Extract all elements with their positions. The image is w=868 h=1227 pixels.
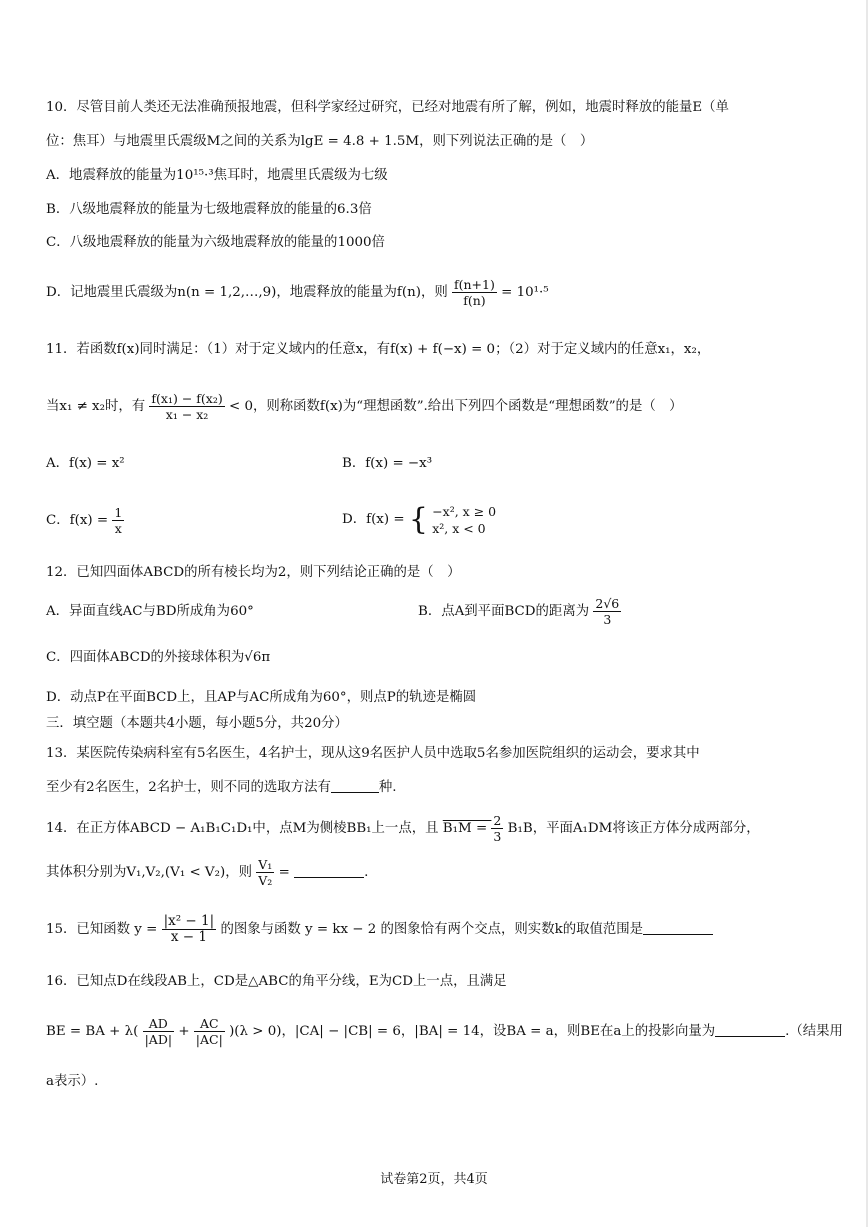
q13-line2 xyxy=(46,778,832,798)
q16-ad-numerator: AD xyxy=(143,1016,174,1032)
q16-line2-pre: BE = BA + λ( xyxy=(46,1024,139,1039)
q12-option-b-denominator: 3 xyxy=(603,612,612,627)
q11-option-d-case2: x², x < 0 xyxy=(432,520,486,536)
q12-option-a: A．异面直线AC与BD所成角为60° xyxy=(46,604,254,619)
q10-line1: 10．尽管目前人类还无法准确预报地震，但科学家经过研究，已经对地震有所了解，例如，地震时释放的能量E（单 xyxy=(46,100,729,115)
q11-option-b: B．f(x) = −x³ xyxy=(342,456,433,471)
q15-post: 的图象与函数 y = kx − 2 的图象恰有两个交点，则实数k的取值范围是 xyxy=(220,922,644,937)
q11-condition-denominator: x₁ − x₂ xyxy=(165,407,209,422)
q11-option-c-fraction xyxy=(112,505,124,536)
q14-line1 xyxy=(46,812,832,846)
q12-option-d: D．动点P在平面BCD上，且AP与AC所成角为60°，则点P的轨迹是椭圆 xyxy=(46,690,477,705)
q14-volume-numerator: V₁ xyxy=(258,857,273,872)
q10-option-d-fraction xyxy=(452,277,497,308)
q16-ac-denominator: |AC| xyxy=(195,1032,223,1047)
q15-line xyxy=(46,910,832,950)
q11-line1: 11．若函数f(x)同时满足：（1）对于定义域内的任意x，有f(x) + f(−x) = 0；（2）对于定义域内的任意x₁，x₂， xyxy=(46,342,711,357)
q14-line1-post: B₁B，平面A₁DM将该正方体分成两部分， xyxy=(507,821,760,836)
q13-line1: 13．某医院传染病科室有5名医生，4名护士，现从这9名医护人员中选取5名参加医院组织的运动会，要求其中 xyxy=(46,746,700,761)
q14-line1-pre: 14．在正方体ABCD − A₁B₁C₁D₁中，点M为侧棱BB₁上一点，且 xyxy=(46,821,439,836)
q16-ad-denominator: |AD| xyxy=(144,1032,173,1047)
q10-option-d-text: D．记地震里氏震级为n(n = 1,2,…,9)，地震释放的能量为f(n)，则 xyxy=(46,285,448,300)
q16-unit-vector-ac xyxy=(194,1016,225,1047)
q11-option-a: A．f(x) = x² xyxy=(46,456,125,471)
q13-line2-post: 种. xyxy=(378,780,397,795)
q14-line2-end: . xyxy=(364,865,369,880)
q11-option-c-pre: C．f(x) = xyxy=(46,513,109,528)
q12-line1: 12．已知四面体ABCD的所有棱长均为2，则下列结论正确的是（ ） xyxy=(46,565,461,580)
q11-option-d-case1: −x², x ≥ 0 xyxy=(432,503,497,519)
q11-option-c-numerator: 1 xyxy=(114,505,123,520)
q12-option-b-fraction xyxy=(593,596,621,627)
q12-option-b-numerator: 2√6 xyxy=(595,596,620,611)
q13-line2-pre: 至少有2名医生，2名护士，则不同的选取方法有 xyxy=(46,780,331,795)
q10-option-d-tail: = 10¹·⁵ xyxy=(501,285,549,300)
q14-vector-b1m: B₁M = xyxy=(442,821,492,836)
q10-option-a: A．地震释放的能量为10¹⁵·³焦耳时，地震里氏震级为七级 xyxy=(46,168,388,183)
q16-unit-vector-ad xyxy=(143,1016,174,1047)
q16-line2-post: )(λ > 0)，|CA| − |CB| = 6，|BA| = 14，设BA = a，则BE在a上的投影向量为 xyxy=(229,1024,716,1039)
q12-option-b-pre: B．点A到平面BCD的距离为 xyxy=(418,604,590,619)
section-heading-fill-in: 三．填空题（本题共4小题，每小题5分，共20分） xyxy=(46,716,348,731)
q15-function-denominator: x − 1 xyxy=(170,929,207,945)
q11-option-c xyxy=(46,504,124,538)
q15-function-numerator: |x² − 1| xyxy=(163,913,215,929)
q16-ac-numerator: AC xyxy=(194,1016,225,1032)
q10-option-d xyxy=(46,276,832,310)
q16-line2-end: .（结果用 xyxy=(785,1024,843,1039)
q16-answer-blank[interactable] xyxy=(715,1022,785,1037)
q16-plus: + xyxy=(174,1024,194,1039)
q14-line2 xyxy=(46,856,832,890)
q11-condition-fraction xyxy=(149,391,224,422)
q14-answer-blank[interactable] xyxy=(294,863,364,878)
page-footer: 试卷第2页，共4页 xyxy=(380,1172,488,1187)
q16-line2 xyxy=(46,1010,843,1054)
q11-line2-pre: 当x₁ ≠ x₂时，有 xyxy=(46,399,146,414)
q11-line2 xyxy=(46,390,832,424)
q10-option-c: C．八级地震释放的能量为六级地震释放的能量的1000倍 xyxy=(46,235,385,250)
q14-ratio-fraction xyxy=(491,813,503,844)
q12-option-c: C．四面体ABCD的外接球体积为√6π xyxy=(46,650,271,665)
q16-line3: a表示）. xyxy=(46,1074,99,1089)
q14-volume-fraction xyxy=(256,857,274,888)
q11-line2-post: < 0，则称函数f(x)为“理想函数”.给出下列四个函数是“理想函数”的是（ ） xyxy=(228,399,683,414)
q10-line2: 位：焦耳）与地震里氏震级M之间的关系为lgE = 4.8 + 1.5M，则下列说法正确的是（ ） xyxy=(46,134,594,149)
q15-answer-blank[interactable] xyxy=(643,920,713,935)
q13-answer-blank[interactable] xyxy=(331,778,379,793)
q15-pre: 15．已知函数 y = xyxy=(46,922,158,937)
q14-ratio-numerator: 2 xyxy=(493,813,502,828)
q14-line2-pre: 其体积分别为V₁,V₂,(V₁ < V₂)，则 xyxy=(46,865,252,880)
q10-option-d-denominator: f(n) xyxy=(463,293,486,308)
q11-option-d-brace: { xyxy=(408,501,428,537)
q10-option-d-numerator: f(n+1) xyxy=(454,277,495,292)
q14-ratio-denominator: 3 xyxy=(493,829,502,844)
q12-option-b xyxy=(418,594,621,630)
q11-option-c-denominator: x xyxy=(114,521,122,536)
q16-line1: 16．已知点D在线段AB上，CD是△ABC的角平分线，E为CD上一点，且满足 xyxy=(46,974,507,989)
q11-option-d-pre: D．f(x) = xyxy=(342,512,405,527)
q11-condition-numerator: f(x₁) − f(x₂) xyxy=(151,391,223,406)
q14-line2-post: = xyxy=(278,865,290,880)
q10-option-b: B．八级地震释放的能量为七级地震释放的能量的6.3倍 xyxy=(46,202,372,217)
q11-option-d-cases xyxy=(432,503,496,537)
q14-volume-denominator: V₂ xyxy=(258,873,273,888)
q15-function-fraction xyxy=(162,914,217,945)
q11-option-d xyxy=(342,500,496,540)
